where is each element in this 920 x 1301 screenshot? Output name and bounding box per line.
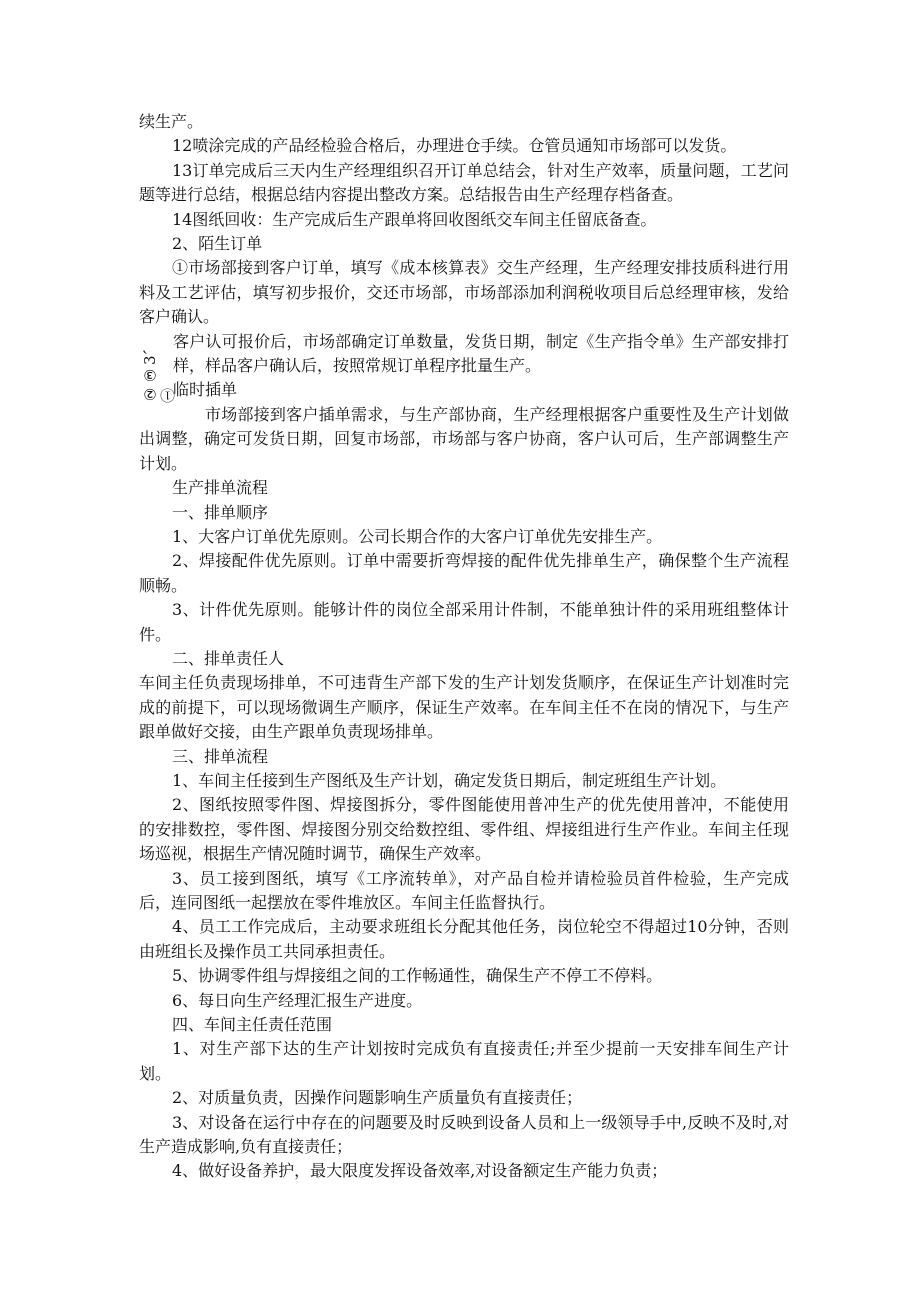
paragraph: 三、排单流程 (172, 746, 269, 766)
marked-block-lines (173, 330, 789, 403)
paragraph: 3、员工接到图纸，填写《工序流转单》，对产品自检并请检验员首件检验，生产完成后，连同图纸一起摆放在零件堆放区。车间主任监督执行。 (139, 868, 789, 912)
paragraph: 4、做好设备养护，最大限度发挥设备效率,对设备额定生产能力负责； (172, 1161, 668, 1181)
paragraph: 13订单完成后三天内生产经理组织召开订单总结会，针对生产效率，质量问题，工艺问题等进行总结，根据总结内容提出整改方案。总结报告由生产经理存档备查。 (139, 160, 789, 205)
paragraph: 生产排单流程 (172, 478, 269, 498)
paragraph: 3、对设备在运行中存在的问题要及时反映到设备人员和上一级领导手中,反映不及时,对生产造成影响,负有直接责任； (139, 1112, 789, 1157)
paragraph-group-bottom (139, 403, 789, 1184)
paragraph: 1、大客户订单优先原则。公司长期合作的大客户订单优先安排生产。 (172, 526, 663, 546)
paragraph: 一、排单顺序 (172, 502, 269, 522)
paragraph: 四、车间主任责任范围 (172, 1015, 333, 1035)
paragraph: 12喷涂完成的产品经检验合格后，办理进仓手续。仓管员通知市场部可以发货。 (172, 136, 737, 156)
paragraph: 2、图纸按照零件图、焊接图拆分，零件图能使用普冲生产的优先使用普冲，不能使用的安排数控，零件图、焊接图分别交给数控组、零件组、焊接组进行生产作业。车间主任现场巡视，根据生产情况随时调节，确保生产效率。 (139, 795, 789, 864)
paragraph: 车间主任负责现场排单，不可违背生产部下发的生产计划发货顺序，在保证生产计划准时完成的前提下，可以现场微调生产顺序，保证生产效率。在车间主任不在岗的情况下，与生产跟单做好交接，由生产跟单负责现场排单。 (139, 673, 789, 742)
paragraph: 2、焊接配件优先原则。订单中需要折弯焊接的配件优先排单生产，确保整个生产流程顺畅。 (139, 551, 789, 595)
rotated-list-markers (139, 330, 177, 403)
rotated-markers-text: ②③3、① (141, 338, 177, 403)
paragraph: 2、陌生订单 (172, 234, 263, 254)
paragraph: 市场部接到客户插单需求，与生产部协商，生产经理根据客户重要性及生产计划做出调整，确定可发货日期，回复市场部，市场部与客户协商，客户认可后，生产部调整生产计划。 (139, 404, 789, 473)
paragraph: 2、对质量负责，因操作问题影响生产质量负有直接责任； (172, 1088, 583, 1108)
paragraph: 14图纸回收：生产完成后生产跟单将回收图纸交车间主任留底备查。 (172, 209, 657, 229)
paragraph-group-top (139, 110, 789, 330)
paragraph: 3、计件优先原则。能够计件的岗位全部采用计件制，不能单独计件的采用班组整体计件。 (139, 600, 789, 644)
paragraph-client-approval: 客户认可报价后，市场部确定订单数量，发货日期，制定《生产指令单》生产部安排打样，样品客户确认后，按照常规订单程序批量生产。 (173, 331, 789, 376)
paragraph: 续生产。 (139, 112, 204, 131)
paragraph: 4、员工工作完成后，主动要求班组长分配其他任务，岗位轮空不得超过10分钟，否则由班组长及操作员工共同承担责任。 (139, 917, 789, 961)
paragraph: 1、车间主任接到生产图纸及生产计划，确定发货日期后，制定班组生产计划。 (172, 770, 727, 790)
paragraph: 1、对生产部下达的生产计划按时完成负有直接责任;并至少提前一天安排车间生产计划。 (139, 1039, 789, 1083)
paragraph: 5、协调零件组与焊接组之间的工作畅通性，确保生产不停工不停料。 (172, 966, 663, 986)
document-body (139, 110, 789, 1184)
paragraph-rush-order-heading: 临时插单 (173, 380, 238, 400)
paragraph: 二、排单责任人 (172, 648, 285, 668)
paragraph: 6、每日向生产经理汇报生产进度。 (172, 990, 423, 1010)
marked-block (139, 330, 789, 403)
paragraph: ①市场部接到客户订单，填写《成本核算表》交生产经理，生产经理安排技质科进行用料及工艺评估，填写初步报价，交还市场部，市场部添加利润税收项目后总经理审核，发给客户确认。 (139, 258, 789, 327)
